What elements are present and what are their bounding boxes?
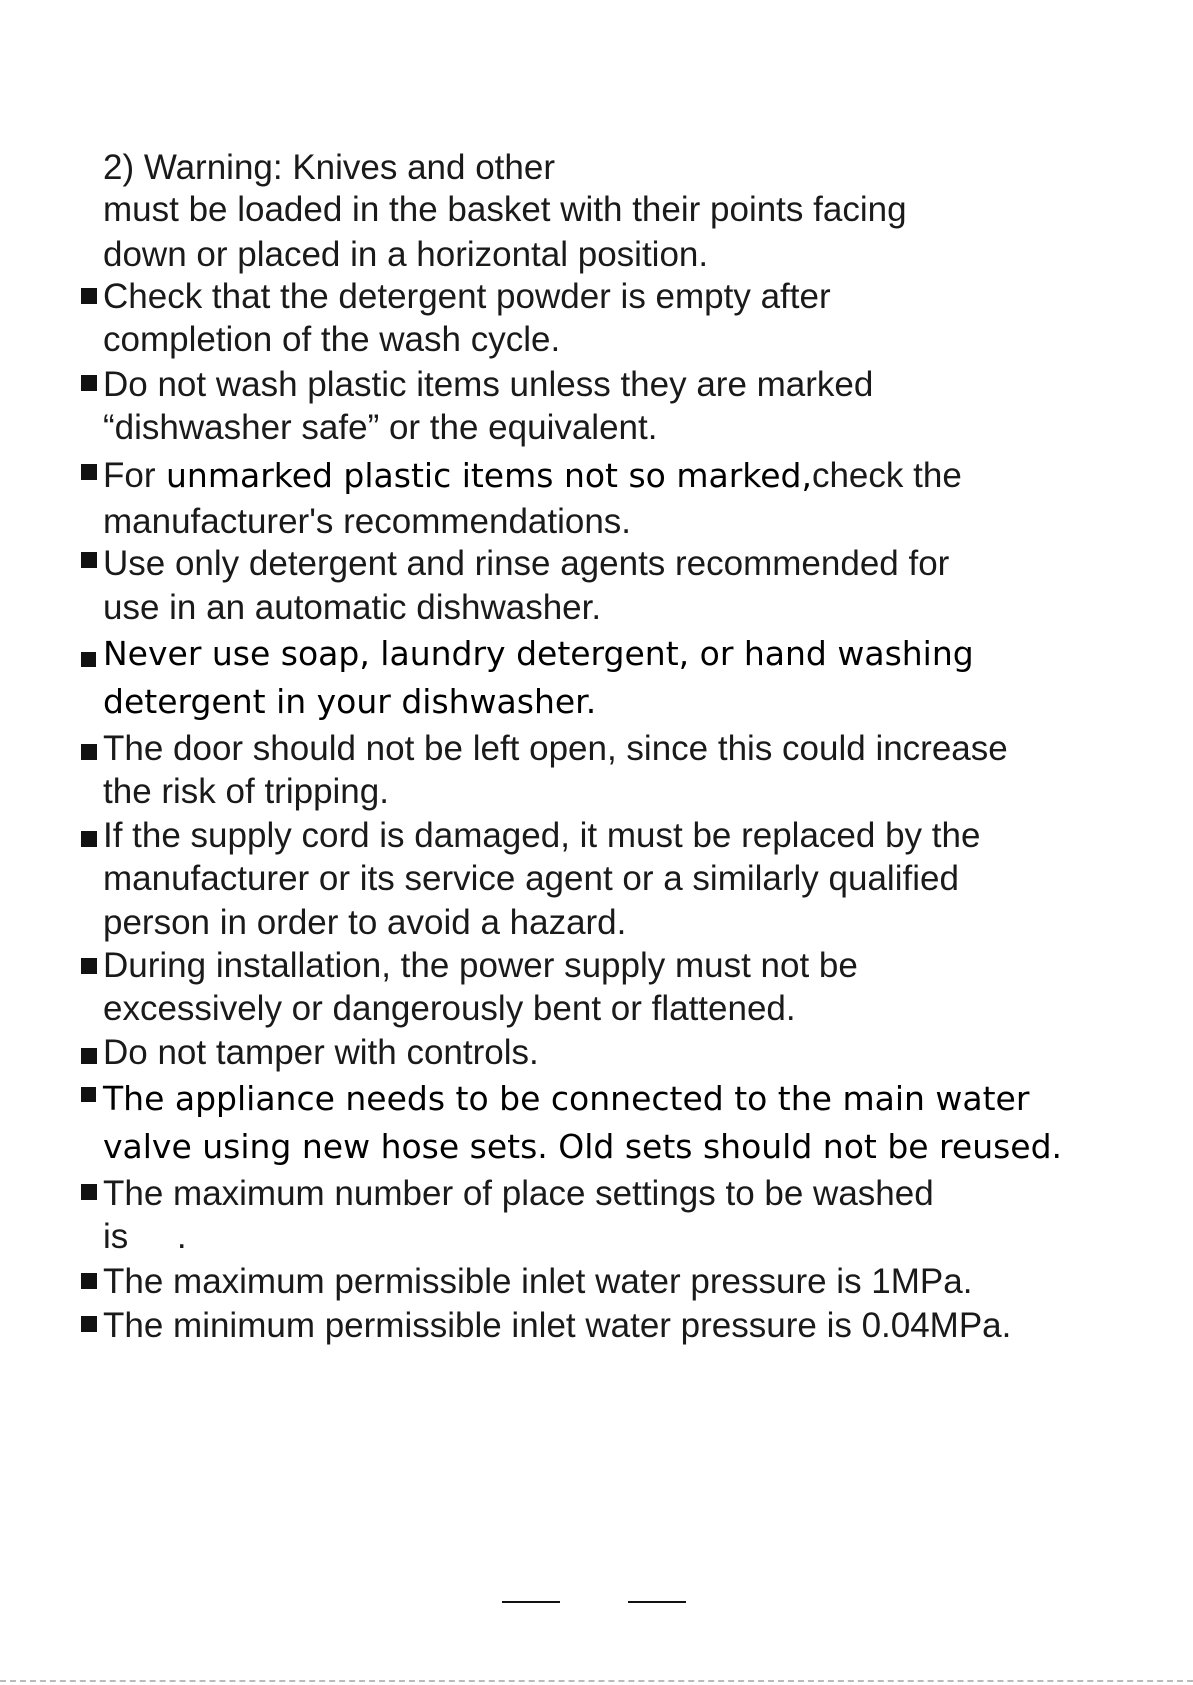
square-bullet-icon (81, 1184, 97, 1200)
list-item-line: use in an automatic dishwasher. (103, 588, 602, 627)
list-item-line: excessively or dangerously bent or flattened. (103, 989, 796, 1028)
list-item-line: Check that the detergent powder is empty after (103, 277, 831, 316)
square-bullet-icon (81, 1087, 96, 1102)
square-bullet-icon (81, 552, 97, 568)
list-item-line (103, 454, 962, 498)
list-item-line: Do not wash plastic items unless they are marked (103, 365, 874, 404)
footer-rule-right (628, 1601, 686, 1603)
square-bullet-icon (81, 464, 97, 480)
list-item-line: the risk of tripping. (103, 772, 389, 811)
square-bullet-icon (81, 1273, 97, 1289)
list-item-line: valve using new hose sets. Old sets should not be reused. (103, 1127, 1063, 1166)
list-item-line: Never use soap, laundry detergent, or hand washing (103, 634, 974, 673)
square-bullet-icon (81, 744, 97, 760)
list-item-text-part: For (103, 456, 156, 495)
list-item-line: is . (103, 1217, 187, 1256)
list-item-text-part: check the (811, 456, 962, 495)
list-item-line: manufacturer or its service agent or a similarly qualified (103, 859, 959, 898)
square-bullet-icon (81, 375, 97, 391)
square-bullet-icon (81, 1048, 97, 1064)
list-item-line: Do not tamper with controls. (103, 1033, 539, 1072)
list-item-line: detergent in your dishwasher. (103, 682, 597, 721)
list-item-line: person in order to avoid a hazard. (103, 903, 627, 942)
square-bullet-icon (81, 831, 97, 847)
footer-rule-left (502, 1601, 560, 1603)
list-item-text-part: unmarked plastic items not so marked, (155, 456, 812, 495)
list-item-line: The appliance needs to be connected to the main water (103, 1079, 1030, 1118)
square-bullet-icon (81, 288, 97, 304)
page-edge-divider (0, 1680, 1193, 1682)
list-item-line: Use only detergent and rinse agents recommended for (103, 544, 950, 583)
list-item-line: manufacturer's recommendations. (103, 502, 632, 541)
square-bullet-icon (81, 1316, 97, 1332)
list-item-line: If the supply cord is damaged, it must be replaced by the (103, 816, 981, 855)
list-item-line: “dishwasher safe” or the equivalent. (103, 408, 658, 447)
list-item-line: During installation, the power supply must not be (103, 946, 858, 985)
list-item-line: completion of the wash cycle. (103, 320, 561, 359)
knives-warning-line-3: down or placed in a horizontal position. (103, 235, 709, 274)
knives-warning-line-1: 2) Warning: Knives and other (103, 148, 555, 187)
knives-warning-line-2: must be loaded in the basket with their points facing (103, 190, 907, 229)
list-item-line: The maximum number of place settings to be washed (103, 1174, 934, 1213)
square-bullet-icon (81, 652, 96, 667)
square-bullet-icon (81, 958, 97, 974)
list-item-line: The minimum permissible inlet water pressure is 0.04MPa. (103, 1306, 1012, 1345)
list-item-line: The door should not be left open, since this could increase (103, 729, 1008, 768)
list-item-line: The maximum permissible inlet water pressure is 1MPa. (103, 1262, 973, 1301)
